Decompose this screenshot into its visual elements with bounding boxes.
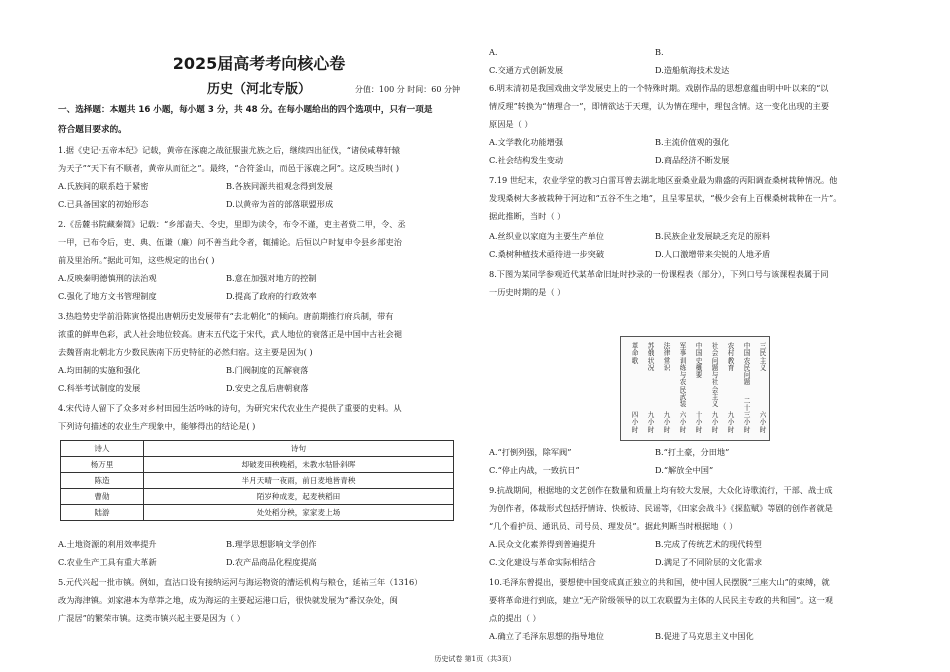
q10-option-a[interactable]: A.确立了毛泽东思想的指导地位 xyxy=(489,631,604,641)
q7-stem-3: 据此推断，当时（ ） xyxy=(489,211,566,221)
q4-option-d[interactable]: D.农产品商品化程度提高 xyxy=(226,557,317,567)
page-footer: 历史试卷 第1页（共3页） xyxy=(434,655,516,663)
q5-stem-3: 广混居”的繁荣市镇。这类市镇兴起主要是因为（ ） xyxy=(58,613,245,623)
q4-option-b[interactable]: B.理学思想影响文学创作 xyxy=(226,539,317,549)
table-cell-poet: 曹勋 xyxy=(61,489,144,505)
course-schedule xyxy=(620,336,770,441)
q10-stem-1: 10.毛泽东曾提出，要想使中国变成真正独立的共和国，使中国人民摆脱“三座大山”的束缚，就 xyxy=(489,577,830,587)
q10-option-b[interactable]: B.促进了马克思主义中国化 xyxy=(655,631,754,641)
table-row xyxy=(61,489,454,505)
course-name: 法律常识 xyxy=(663,342,671,372)
subtitle-row xyxy=(58,80,460,100)
q3-option-c[interactable]: C.科举考试制度的发展 xyxy=(58,383,141,393)
q9-option-d[interactable]: D.满足了不同阶层的文化需求 xyxy=(655,557,763,567)
table-row xyxy=(61,473,454,489)
course-name: 三民主义 xyxy=(759,342,767,372)
table-cell-verse: 半月天晴一夜雨，前日麦地皆青秧 xyxy=(144,473,454,489)
course-name: 军事训练与农民武装 xyxy=(679,342,687,409)
table-row xyxy=(61,457,454,473)
q5-option-d[interactable]: D.造船航海技术发达 xyxy=(655,65,730,75)
course-hours: 十小时 xyxy=(695,411,703,434)
course-hours: 九小时 xyxy=(711,411,719,434)
course-name: 苏俄状况 xyxy=(647,342,655,372)
q2-option-d[interactable]: D.提高了政府的行政效率 xyxy=(226,291,317,301)
q3-option-b[interactable]: B.门阀制度的瓦解衰落 xyxy=(226,365,309,375)
table-header-poet: 诗人 xyxy=(61,441,144,457)
q10-stem-3: 点的提出（ ） xyxy=(489,613,541,623)
table-header-row xyxy=(61,441,454,457)
course-hours: 九小时 xyxy=(647,411,655,434)
q8-option-d[interactable]: D.“解放全中国” xyxy=(655,465,714,475)
q1-stem-1: 1.据《史记·五帝本纪》记载，黄帝在涿鹿之战征服蚩尤族之后，继续四出征伐，“诸侯咸尊轩辕 xyxy=(58,145,401,155)
poem-table xyxy=(60,440,454,521)
q2-option-c[interactable]: C.强化了地方文书管理制度 xyxy=(58,291,157,301)
q7-option-b[interactable]: B.民族企业发展缺乏充足的原料 xyxy=(655,231,771,241)
q7-stem-1: 7.19 世纪末，农业学堂的教习白雷耳曾去湖北地区蚕桑业最为鼎盛的丙阳调查桑树栽种情况。他 xyxy=(489,175,838,185)
q2-stem-2: 一甲，已布令后，吏、典、伍谦（廉）问不善当此令者，辄捕论。后恒以户时复申令县乡部吏治 xyxy=(58,237,402,247)
q9-option-c[interactable]: C.文化建设与革命实际相结合 xyxy=(489,557,596,567)
q7-option-c[interactable]: C.桑树种植技术亟待进一步突破 xyxy=(489,249,605,259)
q9-option-b[interactable]: B.完成了传统艺术的现代转型 xyxy=(655,539,762,549)
q5-stem-2: 改为海津镇。刘家港本为草莽之地，成为海运的主要起运港口后，很快就发展为“番汉杂处，闽 xyxy=(58,595,398,605)
q3-stem-2: 浓重的鲜卑色彩，武人社会地位较高。唐末五代迄于宋代，武人地位的衰落正是中国中古社会褪 xyxy=(58,329,402,339)
section-heading-line2: 符合题目要求的。 xyxy=(58,125,127,135)
q1-option-d[interactable]: D.以黄帝为首的部落联盟形成 xyxy=(226,199,334,209)
course-name: 农村教育 xyxy=(727,342,735,372)
course-name: 中国农民问题 xyxy=(743,342,751,387)
q4-option-a[interactable]: A.土地资源的利用效率提升 xyxy=(58,539,157,549)
q3-stem-3: 去魏晋南北朝北方少数民族南下历史特征的必然归宿。这主要是因为( ) xyxy=(58,347,313,357)
q9-stem-3: “几个看护员、通讯员、司号员、理发员”。据此判断当时根据地（ ） xyxy=(489,521,738,531)
section-heading-line1: 一、选择题：本题共 16 小题，每小题 3 分，共 48 分。在每小题给出的四个选项中，只有一项是 xyxy=(58,105,433,115)
q6-stem-3: 原因是（ ） xyxy=(489,119,533,129)
q1-option-b[interactable]: B.各族同源共祖观念得到发展 xyxy=(226,181,333,191)
table-cell-poet: 陆游 xyxy=(61,505,144,521)
q3-stem-1: 3.热趋势史学前沿陈寅恪提出唐朝历史发展带有“去北朝化”的倾向。唐前期推行府兵制，带有 xyxy=(58,311,394,321)
table-cell-verse: 处处稻分秧，家家麦上场 xyxy=(144,505,454,521)
q1-option-c[interactable]: C.已具备国家的初始形态 xyxy=(58,199,149,209)
exam-subtitle: 历史（河北专版） xyxy=(206,82,311,97)
q4-stem-1: 4.宋代诗人留下了众多对乡村田园生活吟咏的诗句，为研究宋代农业生产提供了重要的史料。从 xyxy=(58,403,402,413)
q6-stem-1: 6.明末清初是我国戏曲文学发展史上的一个特殊时期。戏剧作品的思想意蕴由明中叶以来的“以 xyxy=(489,83,829,93)
q6-stem-2: 情反理”转换为“情理合一”，即情欲达于天理，认为情在理中，理包含情。这一变化出现的主要 xyxy=(489,101,830,111)
course-hours: 四小时 xyxy=(631,411,639,434)
q2-option-a[interactable]: A.反映秦明德慎刑的法治观 xyxy=(58,273,157,283)
q5-option-a[interactable]: A. xyxy=(489,47,498,57)
course-hours: 六小时 xyxy=(679,411,687,434)
q3-option-a[interactable]: A.均田制的实施和强化 xyxy=(58,365,141,375)
table-cell-poet: 陈造 xyxy=(61,473,144,489)
q6-option-b[interactable]: B.主流价值观的强化 xyxy=(655,137,730,147)
q8-stem-2: 一历史时期的是（ ） xyxy=(489,287,566,297)
q8-option-c[interactable]: C.“停止内战，一致抗日” xyxy=(489,465,580,475)
table-cell-verse: 陌岁种成麦，起麦秧稻田 xyxy=(144,489,454,505)
q1-stem-2: 为天子”“天下有不顺者，黄帝从而征之”。最终，“合符釜山，而邑于涿鹿之阿”。这反映当时( ) xyxy=(58,163,400,173)
q1-option-a[interactable]: A.氏族间的联系趋于紧密 xyxy=(58,181,149,191)
q10-stem-2: 要将革命进行到底，建立“无产阶级领导的以工农联盟为主体的人民民主专政的共和国”。这一观 xyxy=(489,595,834,605)
q9-option-a[interactable]: A.民众文化素养得到普遍提升 xyxy=(489,539,596,549)
q8-option-b[interactable]: B.“打土豪，分田地” xyxy=(655,447,730,457)
q8-option-a[interactable]: A.“打倒列强，除军阀” xyxy=(489,447,572,457)
q4-stem-2: 下列诗句描述的农业生产现象中，能够得出的结论是( ) xyxy=(58,421,256,431)
score-time: 分值：100 分 时间：60 分钟 xyxy=(354,85,460,94)
q2-stem-3: 前及里治所。”据此可知，这些规定的出台( ) xyxy=(58,255,215,265)
course-name: 中国史概要 xyxy=(695,342,703,380)
q7-option-d[interactable]: D.人口激增带来尖锐的人地矛盾 xyxy=(655,249,771,259)
q2-stem-1: 2.《岳麓书院藏秦简》记载：“乡部啬夫、令史，里即为读令，布令不谨，吏主者赀二甲，令、丞 xyxy=(58,219,406,229)
course-name: 革命歌 xyxy=(631,342,639,365)
table-row xyxy=(61,505,454,521)
q2-option-b[interactable]: B.意在加强对地方的控制 xyxy=(226,273,317,283)
course-hours: 二十三小时 xyxy=(743,396,751,434)
q9-stem-2: 为创作者，体裁形式包括抒情诗、快板诗、民谣等，《田家会战斗》《探监赋》等剧的创作者就是 xyxy=(489,503,833,513)
course-hours: 六小时 xyxy=(759,411,767,434)
q5-option-b[interactable]: B. xyxy=(655,47,664,57)
q6-option-a[interactable]: A.文学教化功能增强 xyxy=(489,137,564,147)
q4-option-c[interactable]: C.农业生产工具有重大革新 xyxy=(58,557,157,567)
q9-stem-1: 9.抗战期间，根据地的文艺创作在数量和质量上均有较大发展，大众化诗歌流行，干部、战士成 xyxy=(489,485,833,495)
q6-option-d[interactable]: D.商品经济不断发展 xyxy=(655,155,730,165)
q8-stem-1: 8.下图为某同学参观近代某革命旧址时抄录的一份课程表（部分），下列口号与该课程表属于同 xyxy=(489,269,829,279)
q5-stem-1: 5.元代兴起一批市镇。例如，直沽口设有接纳运河与海运物资的漕运机构与粮仓，延祐三年（1316） xyxy=(58,577,423,587)
q5-option-c[interactable]: C.交通方式创新发展 xyxy=(489,65,564,75)
exam-title: 2025届高考考向核心卷 xyxy=(172,54,346,73)
q7-option-a[interactable]: A.丝织业以家庭为主要生产单位 xyxy=(489,231,604,241)
course-hours: 九小时 xyxy=(663,411,671,434)
course-name: 社会问题与社会主义 xyxy=(711,342,719,409)
table-cell-verse: 却破麦田秧晚稻，未教水牯卧斜晖 xyxy=(144,457,454,473)
course-hours: 九小时 xyxy=(727,411,735,434)
q7-stem-2: 发现桑树大多被栽种于河边和“五谷不生之地”，且呈零星状，“极少会有上百棵桑树栽种在一片”。 xyxy=(489,193,842,203)
table-cell-poet: 杨万里 xyxy=(61,457,144,473)
q3-option-d[interactable]: D.安史之乱后唐朝衰落 xyxy=(226,383,309,393)
table-header-verse: 诗句 xyxy=(144,441,454,457)
q6-option-c[interactable]: C.社会结构发生变动 xyxy=(489,155,564,165)
